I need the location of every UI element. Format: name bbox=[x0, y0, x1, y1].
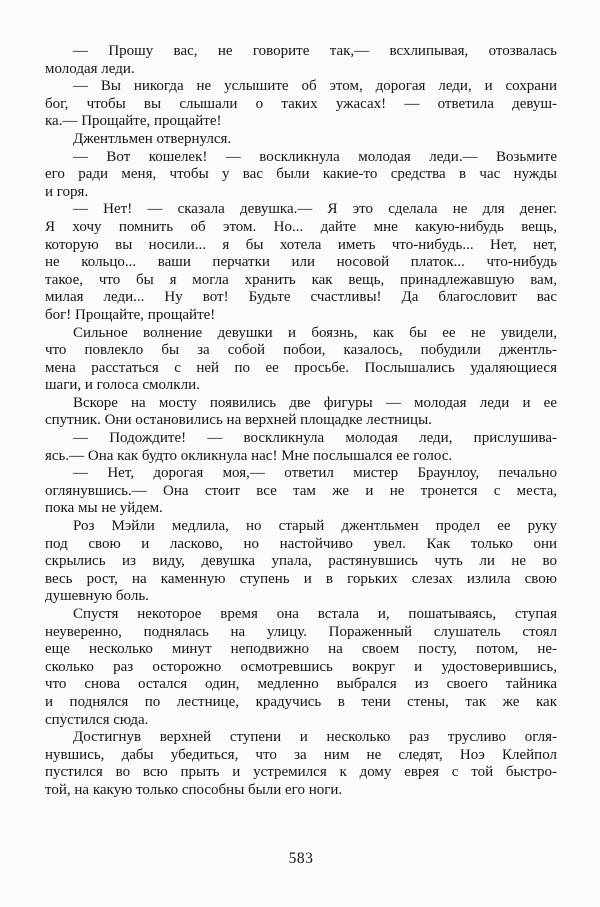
paragraph bbox=[45, 78, 557, 131]
paragraph bbox=[45, 465, 557, 518]
paragraph bbox=[45, 518, 557, 606]
text-line: шаги, и голоса смолкли. bbox=[45, 377, 200, 394]
text-line: милая леди... Ну вот! Будьте счастливы! Да благословит вас bbox=[45, 289, 557, 306]
text-line: Вскоре на мосту появились две фигуры — молодая леди и ее bbox=[73, 394, 557, 411]
text-block bbox=[45, 43, 557, 800]
text-line: что повлекло бы за собой побои, казалось, побудили джентль- bbox=[45, 342, 557, 359]
text-line: скрылись из виду, девушка упала, растянувшись чуть ли не во bbox=[45, 553, 557, 570]
text-line: молодая леди. bbox=[45, 60, 135, 77]
text-line: его ради меня, чтобы у вас были какие-то средства в час нужды bbox=[45, 166, 557, 183]
text-line: весь рост, на каменную ступень и в горьких слезах излила свою bbox=[45, 570, 557, 587]
paragraph bbox=[45, 149, 557, 202]
text-line: душевную боль. bbox=[45, 588, 149, 605]
text-line: Роз Мэйли медлила, но старый джентльмен продел ее руку bbox=[73, 518, 557, 535]
text-line: бог, чтобы вы слышали о таких ужасах! — ответила девуш- bbox=[45, 95, 557, 112]
text-line: бог! Прощайте, прощайте! bbox=[45, 306, 216, 323]
paragraph bbox=[45, 395, 557, 430]
text-line: нувшись, дабы убедиться, что за ним не следят, Ноэ Клейпол bbox=[45, 746, 557, 763]
text-line: ка.— Прощайте, прощайте! bbox=[45, 113, 222, 130]
text-line: — Подождите! — воскликнула молодая леди, прислушива- bbox=[73, 430, 557, 447]
text-line: неуверенно, поднялась на улицу. Пораженный слушатель стоял bbox=[45, 623, 557, 640]
text-line: — Нет, дорогая моя,— ответил мистер Браунлоу, печально bbox=[73, 465, 557, 482]
text-line: пустился во всю прыть и устремился к дому еврея с той быстро- bbox=[45, 764, 557, 781]
text-line: что снова остался один, медленно выбрался из своего тайника bbox=[45, 676, 557, 693]
paragraph bbox=[45, 430, 557, 465]
text-line: — Вы никогда не услышите об этом, дорогая леди, и сохрани bbox=[73, 78, 557, 95]
page-number: 583 bbox=[288, 849, 314, 867]
text-line: мена расстаться с ней по ее просьбе. Послышались удаляющиеся bbox=[45, 359, 557, 376]
paragraph bbox=[45, 201, 557, 324]
text-line: Сильное волнение девушки и боязнь, как бы ее не увидели, bbox=[73, 324, 557, 341]
text-line: сколько раз осторожно осмотревшись вокруг и удостоверившись, bbox=[45, 658, 557, 675]
paragraph bbox=[45, 43, 557, 78]
text-line: оглянувшись.— Она стоит все там же и не тронется с места, bbox=[45, 482, 557, 499]
text-line: которую вы носили... я бы хотела иметь что-нибудь... Нет, нет, bbox=[45, 236, 557, 253]
text-line: пока мы не уйдем. bbox=[45, 500, 163, 517]
text-line: еще несколько минут неподвижно на своем посту, потом, не- bbox=[45, 641, 557, 658]
text-line: и горя. bbox=[45, 183, 89, 200]
paragraph bbox=[45, 131, 557, 149]
text-line: — Вот кошелек! — воскликнула молодая леди.— Возьмите bbox=[73, 148, 557, 165]
text-line: Достигнув верхней ступени и несколько раз трусливо огля- bbox=[73, 729, 557, 746]
paragraph bbox=[45, 325, 557, 395]
text-line: не кольцо... ваши перчатки или носовой платок... что-нибудь bbox=[45, 254, 557, 271]
paragraph bbox=[45, 729, 557, 799]
text-line: Я хочу помнить об этом. Но... дайте мне какую-нибудь вещь, bbox=[45, 218, 557, 235]
text-line: под свою и ласково, но настойчиво увел. Как только они bbox=[45, 535, 557, 552]
text-line: той, на какую только способны были его ноги. bbox=[45, 781, 343, 798]
text-line: спустился сюда. bbox=[45, 711, 149, 728]
text-line: Спустя некоторое время она встала и, пошатываясь, ступая bbox=[73, 606, 557, 622]
text-line: — Прошу вас, не говорите так,— всхлипывая, отозвалась bbox=[73, 43, 557, 59]
text-line: ясь.— Она как будто окликнула нас! Мне послышался ее голос. bbox=[45, 447, 453, 464]
text-line: — Нет! — сказала девушка.— Я это сделала не для денег. bbox=[73, 201, 557, 218]
text-line: спутник. Они остановились на верхней площадке лестницы. bbox=[45, 412, 432, 429]
paragraph bbox=[45, 606, 557, 729]
text-line: Джентльмен отвернулся. bbox=[73, 130, 232, 147]
text-line: и поднялся по лестнице, крадучись в тени стены, так же как bbox=[45, 693, 557, 710]
text-line: такое, что бы я могла хранить как вещь, принадлежавшую вам, bbox=[45, 271, 557, 288]
